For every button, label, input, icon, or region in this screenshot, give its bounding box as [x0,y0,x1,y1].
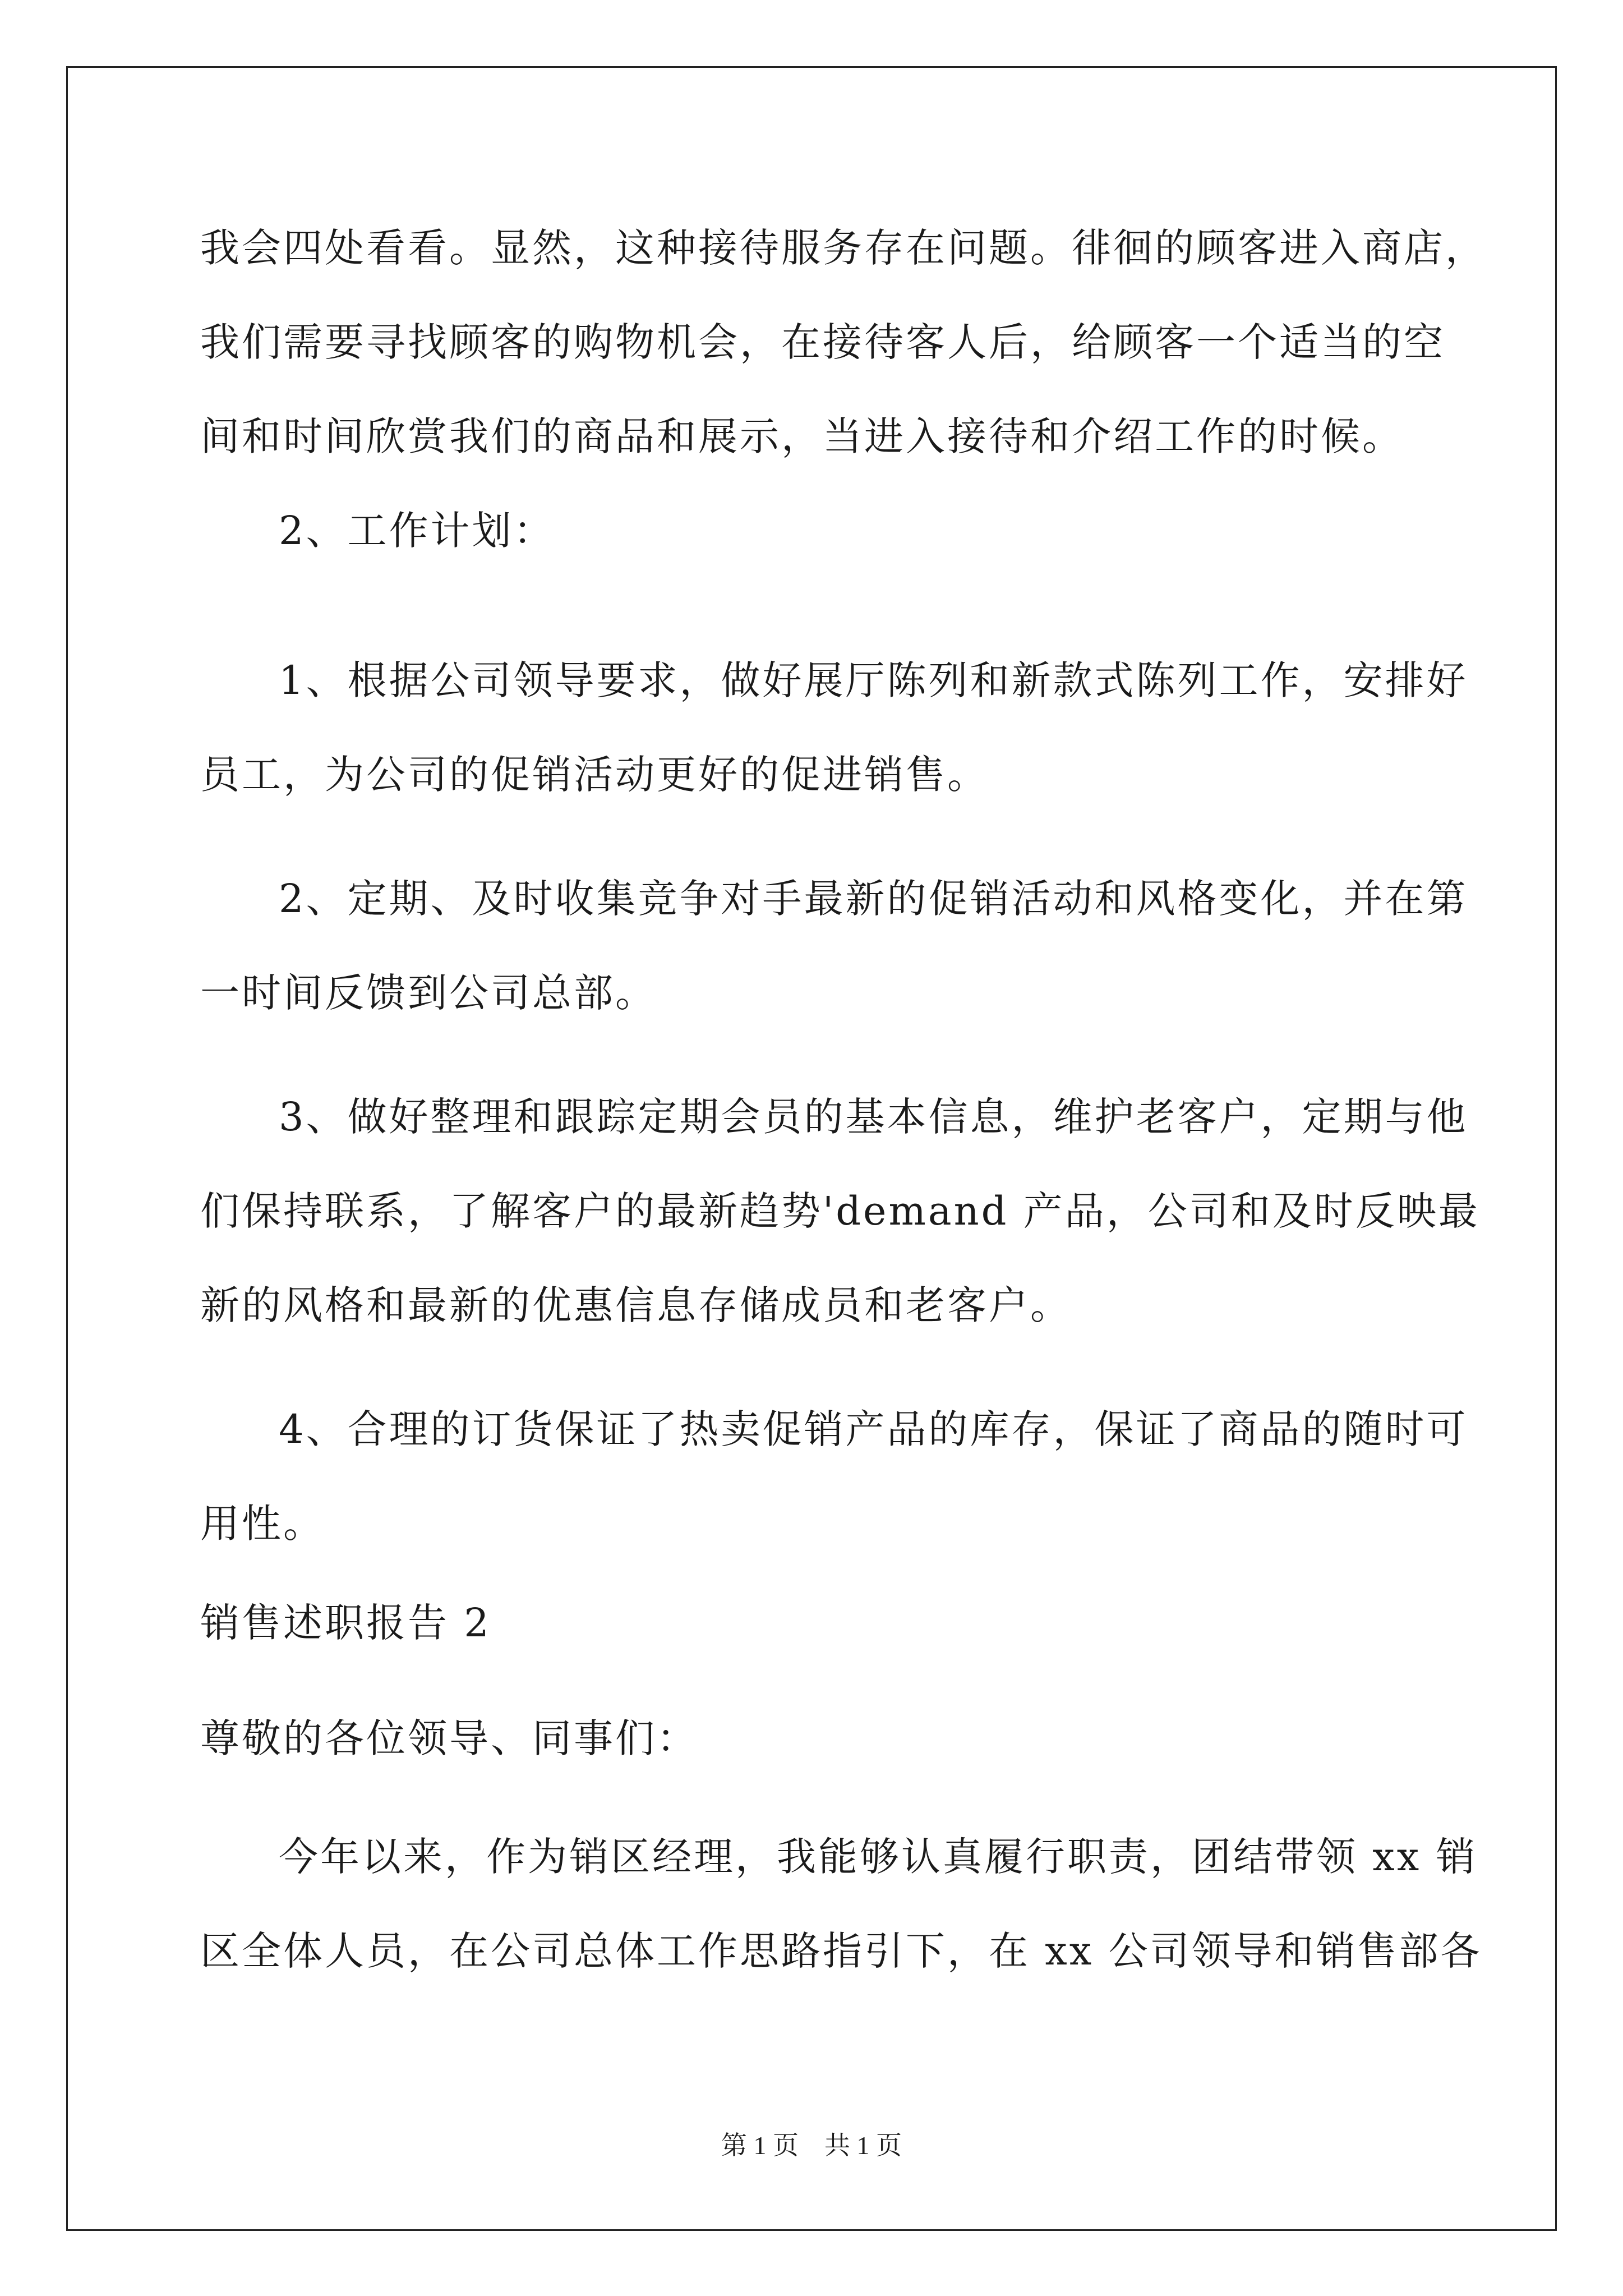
text-line: 们保持联系，了解客户的最新趋势'demand 产品，公司和及时反映最 [200,1188,1480,1234]
text-line: 我会四处看看。显然，这种接待服务存在问题。徘徊的顾客进入商店， [200,225,1487,271]
salutation: 尊敬的各位领导、同事们： [200,1715,698,1761]
text-line: 我们需要寻找顾客的购物机会，在接待客人后，给顾客一个适当的空 [200,319,1445,365]
text-line: 区全体人员，在公司总体工作思路指引下，在 xx 公司领导和销售部各 [200,1928,1482,1974]
text-line: 新的风格和最新的优惠信息存储成员和老客户。 [200,1282,1072,1328]
text-line: 3、做好整理和跟踪定期会员的基本信息，维护老客户，定期与他 [279,1094,1468,1140]
text-line: 一时间反馈到公司总部。 [200,970,657,1016]
text-line: 4、合理的订货保证了热卖促销产品的库存，保证了商品的随时可 [279,1406,1468,1452]
section-heading: 2、工作计划： [279,508,555,554]
text-line: 员工，为公司的促销活动更好的促进销售。 [200,752,989,798]
text-line: 今年以来，作为销区经理，我能够认真履行职责，团结带领 xx 销 [279,1834,1478,1880]
text-line: 间和时间欣赏我们的商品和展示，当进入接待和介绍工作的时候。 [200,413,1404,459]
text-line: 用性。 [200,1501,325,1547]
text-line: 1、根据公司领导要求，做好展厅陈列和新款式陈列工作，安排好 [279,657,1468,703]
page-border [66,66,1557,2231]
page-number: 第 1 页 共 1 页 [721,2131,902,2160]
report-title: 销售述职报告 2 [200,1600,491,1646]
text-line: 2、定期、及时收集竞争对手最新的促销活动和风格变化，并在第 [279,876,1468,922]
